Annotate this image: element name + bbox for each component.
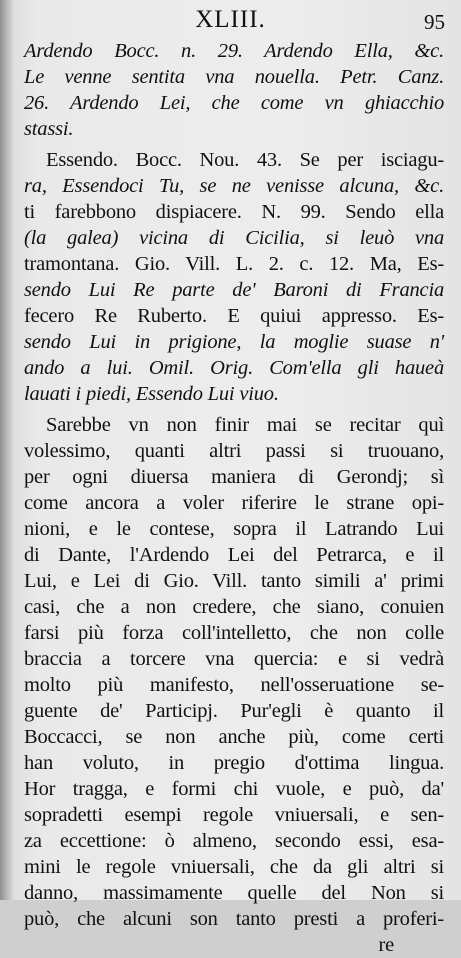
text-line: han voluto, in pregio d'ottima lingua. bbox=[24, 752, 444, 774]
text-block bbox=[24, 38, 444, 958]
text-line: guente de' Participj. Pur'egli è quanto il bbox=[24, 700, 444, 722]
text-line: di Dante, l'Ardendo Lei del Petrarca, e il bbox=[24, 544, 444, 566]
text-line: (la galea) vicina di Cicilia, si leuò vna bbox=[24, 227, 444, 249]
text-line: fecero Re Ruberto. E quiui appresso. Es- bbox=[24, 305, 444, 327]
text-line: mini le regole vniuersali, che da gli altri si bbox=[24, 856, 444, 878]
text-line: lauati i piedi, Essendo Lui viuo. bbox=[24, 383, 279, 405]
page-header bbox=[0, 4, 461, 38]
text-line: Lui, e Lei di Gio. Vill. tanto simili a' primi bbox=[24, 570, 444, 592]
text-line: molto più manifesto, nell'osseruatione se- bbox=[24, 674, 444, 696]
text-line: nioni, e le contese, sopra il Latrando Lui bbox=[24, 518, 444, 540]
text-line: ando a lui. Omil. Orig. Com'ella gli haueà bbox=[24, 357, 444, 379]
text-line: ti farebbono dispiacere. N. 99. Sendo ella bbox=[24, 201, 444, 223]
page-number: 95 bbox=[424, 10, 445, 34]
running-title: XLIII. bbox=[195, 6, 266, 33]
catchword: re bbox=[378, 934, 394, 956]
text-line: Sarebbe vn non finir mai se recitar quì bbox=[46, 414, 444, 436]
text-line: Hor tragga, e formi chi vuole, e può, da' bbox=[24, 778, 444, 800]
text-line: sendo Lui in prigione, la moglie suase n' bbox=[24, 331, 444, 353]
text-line: 26. Ardendo Lei, che come vn ghiacchio bbox=[24, 92, 444, 114]
text-line: per ogni diuersa maniera di Gerondj; sì bbox=[24, 466, 444, 488]
text-line: casi, che a non credere, che siano, conuien bbox=[24, 596, 444, 618]
text-line: può, che alcuni son tanto presti a proferi- bbox=[24, 908, 444, 930]
text-line: volessimo, quanti altri passi si truouano, bbox=[24, 440, 444, 462]
text-line: Essendo. Bocc. Nou. 43. Se per isciagu- bbox=[46, 149, 444, 171]
text-line: Boccacci, se non anche più, come certi bbox=[24, 726, 444, 748]
text-line: Ardendo Bocc. n. 29. Ardendo Ella, &c. bbox=[24, 40, 444, 62]
text-line: ra, Essendoci Tu, se ne venisse alcuna, &c. bbox=[24, 175, 444, 197]
text-line: za eccettione: ò almeno, secondo essi, esa- bbox=[24, 830, 444, 852]
spine-shadow bbox=[0, 0, 14, 900]
text-line: sendo Lui Re parte de' Baroni di Francia bbox=[24, 279, 444, 301]
text-line: tramontana. Gio. Vill. L. 2. c. 12. Ma, Es- bbox=[24, 253, 444, 275]
text-line: sopradetti esempi regole vniuersali, e sen- bbox=[24, 804, 444, 826]
text-line: Le venne sentita vna nouella. Petr. Canz. bbox=[24, 66, 444, 88]
text-line: come ancora a voler riferire le strane opi- bbox=[24, 492, 444, 514]
text-line: braccia a torcere vna quercia: e si vedrà bbox=[24, 648, 444, 670]
text-line: danno, massimamente quelle del Non si bbox=[24, 882, 444, 904]
text-line: farsi più forza coll'intelletto, che non colle bbox=[24, 622, 444, 644]
text-line: stassi. bbox=[24, 118, 74, 140]
